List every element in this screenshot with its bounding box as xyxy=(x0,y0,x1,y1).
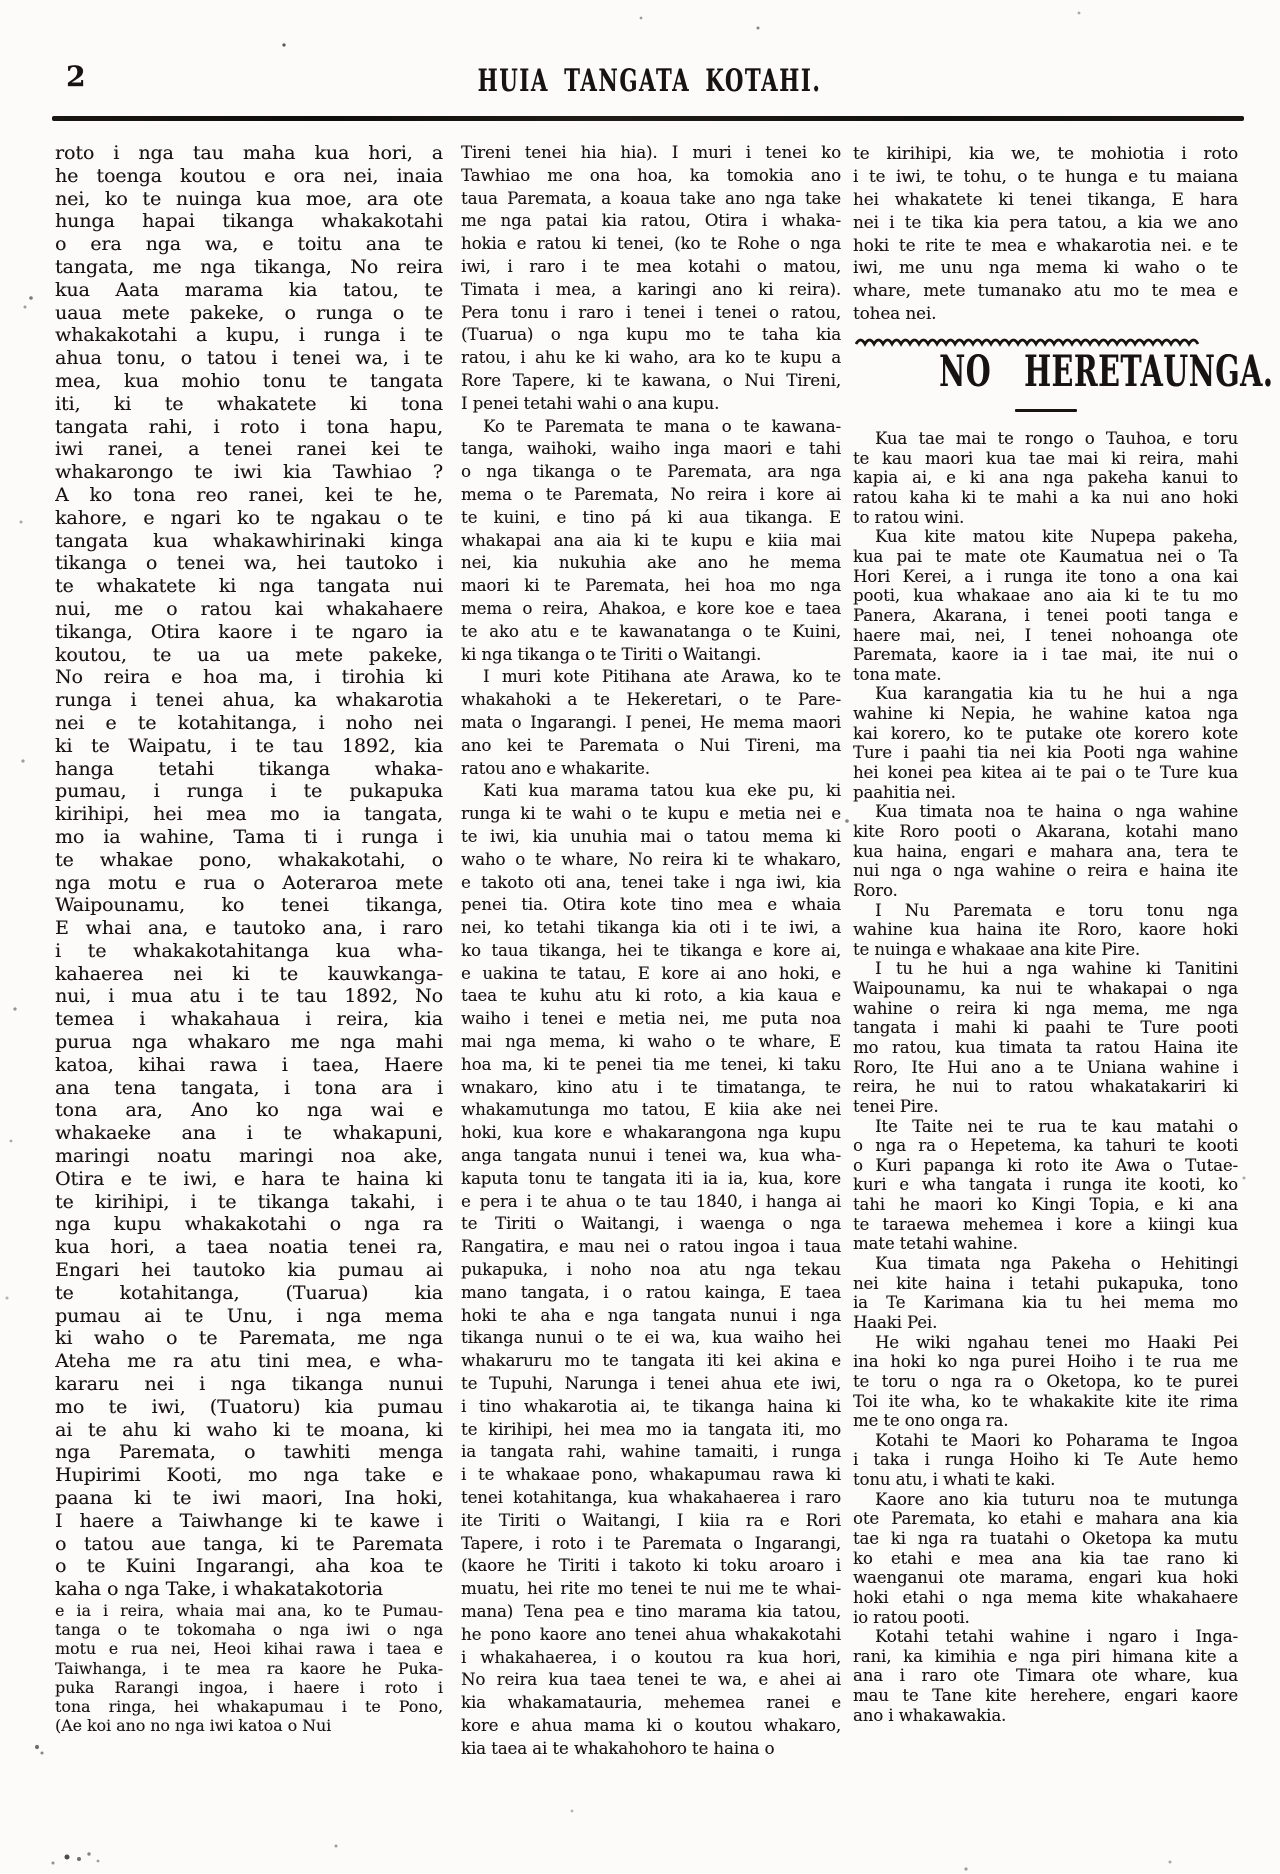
text-line: taua Paremata, a koaua take ano nga take xyxy=(461,188,841,208)
text-line: kua Aata marama kia tatou, te xyxy=(55,278,443,301)
text-line: anga tangata nunui i tenei wa, kua wha- xyxy=(461,1146,841,1166)
text-line: penei tia. Otira kote tino mea e whaia xyxy=(461,895,841,915)
text-line: tona ringa, hei whakapumau i te Pono, xyxy=(55,1696,443,1716)
text-line: to ratou wini. xyxy=(853,507,965,527)
text-line: kore e ahua mama ki o koutou whakaro, xyxy=(461,1715,841,1735)
text-line: Kua kite matou kite Nupepa pakeha, xyxy=(875,527,1238,547)
text-line: mau te Tane kite herehere, engari kaore xyxy=(853,1686,1238,1706)
text-line: ratou, i ahu ke ki waho, ara ko te kupu a xyxy=(461,348,841,368)
text-line: o era nga wa, e toitu ana te xyxy=(55,233,443,256)
paragraph-block xyxy=(55,1601,443,1735)
text-line: tanga o te tokomaha o nga iwi o nga xyxy=(55,1620,443,1640)
text-line: paahitia nei. xyxy=(853,782,956,802)
text-line: pukapuka, i noho noa atu nga tekau xyxy=(461,1260,841,1280)
text-line: te ako atu e te kawanatanga o te Kuini, xyxy=(461,621,841,641)
text-line: puka Rarangi ingoa, i haere i roto i xyxy=(55,1677,443,1697)
text-line: nei, ko tetahi tikanga kia oti i te iwi, a xyxy=(461,918,841,938)
text-line: te iwi, kia unuhia mai o tatou mema ki xyxy=(461,826,841,846)
text-line: nei i te tika kia pera tatou, a kia we ano xyxy=(853,211,1238,232)
text-line: mana) Tena pea e tino marama kia tatou, xyxy=(461,1602,841,1621)
text-line: kararu nei i nga tikanga nunui xyxy=(55,1373,443,1396)
text-line: kai korero, ko te putake ote korero kote xyxy=(853,723,1238,743)
text-line: mo te iwi, (Tuatoru) kia pumau xyxy=(55,1395,443,1418)
text-line: kua haina, engari e mahara ana, tera te xyxy=(853,841,1238,861)
newspaper-title: HUIA TANGATA KOTAHI. xyxy=(477,63,822,99)
text-line: nga Paremata, o tawhiti menga xyxy=(55,1441,443,1464)
text-line: whakapai ana aia ki te kupu e kiia mai xyxy=(461,530,841,550)
text-line: kia taea ai te whakahohoro te haina o xyxy=(461,1738,775,1758)
text-line: tikanga, Otira kaore i te ngaro ia xyxy=(55,620,443,643)
text-line: Kotahi te Maori ko Poharama te Ingoa xyxy=(875,1430,1238,1450)
text-line: I tu he hui a nga wahine ki Tanitini xyxy=(875,959,1238,979)
text-line: Roro. xyxy=(853,880,898,900)
text-line: mo ia wahine, Tama ti i runga i xyxy=(55,825,443,848)
text-line: te kuini, e tino pá ki aua tikanga. E xyxy=(461,507,841,527)
text-line: kua hori, a taea noatia tenei ra, xyxy=(55,1236,443,1259)
text-line: tangata i mahi ki paahi te Ture pooti xyxy=(853,1018,1238,1038)
text-line: kite Roro pooti o Akarana, kotahi mano xyxy=(853,821,1238,841)
text-line: mo ratou, kua timata ta ratou Haina ite xyxy=(853,1037,1238,1057)
text-line: i taka i runga Hoiho ki Te Aute hemo xyxy=(853,1450,1238,1470)
text-line: i te iwi, te tohu, o te hunga e tu maiana xyxy=(853,165,1238,186)
text-line: Engari hei tautoko kia pumau ai xyxy=(55,1259,443,1282)
text-line: Haaki Pei. xyxy=(853,1312,938,1332)
text-line: Kaore ano kia tuturu noa te mutunga xyxy=(875,1489,1238,1509)
text-line: pooti, kua whakaae ano aia ki te tu mo xyxy=(853,586,1238,606)
text-line: ko taua tikanga, hei te tikanga e kore ai, xyxy=(461,940,841,960)
text-line: purua nga whakaro me nga mahi xyxy=(55,1031,443,1054)
paragraph-block xyxy=(461,142,841,416)
text-line: tona mate. xyxy=(853,664,942,684)
text-line: No reira e hoa ma, i tirohia ki xyxy=(55,666,443,689)
text-line: I penei tetahi wahi o ana kupu. xyxy=(461,393,720,413)
paragraph-block xyxy=(853,527,1238,684)
text-line: tohea nei. xyxy=(853,303,937,324)
text-line: hei whakatete ki tenei tikanga, E hara xyxy=(853,188,1238,209)
text-line: nga motu e rua o Aoteraroa mete xyxy=(55,871,443,894)
text-line: ano i whakawakia. xyxy=(853,1705,1007,1725)
text-line: nga kupu whakakotahi o nga ra xyxy=(55,1213,443,1236)
text-line: kia whakamatauria, mehemea ranei e xyxy=(461,1693,841,1713)
text-line: nei e te kotahitanga, i noho nei xyxy=(55,711,443,734)
text-line: (Ae koi ano no nga iwi katoa o Nui xyxy=(55,1716,332,1736)
paragraph-block xyxy=(461,416,841,667)
column-2 xyxy=(461,142,841,1761)
text-line: whakakotahi a kupu, i runga i te xyxy=(55,324,443,347)
text-line: i whakahaerea, i o koutou ra kua hori, xyxy=(461,1647,841,1667)
paragraph-block xyxy=(853,429,1238,527)
text-line: o nga tikanga o te Paremata, ara nga xyxy=(461,462,841,482)
text-line: hoki, kua kore e whakarangona nga kupu xyxy=(461,1123,841,1143)
text-line: Roro, Ite Hui ano a te Uniana wahine i xyxy=(853,1057,1238,1077)
page-number: 2 xyxy=(66,60,86,93)
text-line: rani, ka kimihia e nga piri himana kite a xyxy=(853,1646,1238,1666)
text-line: te kirihipi, hei mea mo ia tangata iti, mo xyxy=(461,1419,841,1439)
section-heading xyxy=(853,347,1274,398)
text-line: te whakatete ki nga tangata nui xyxy=(55,575,443,598)
text-line: (kaore he Tiriti i takoto ki toku aroaro i xyxy=(461,1556,841,1576)
text-line: tahi he maori ko Kingi Topia, e ki ana xyxy=(853,1195,1238,1215)
text-line: Ite Taite nei te rua te kau matahi o xyxy=(875,1116,1238,1136)
text-line: io ratou pooti. xyxy=(853,1607,970,1627)
paragraph-block xyxy=(853,1117,1238,1254)
text-line: paana ki te iwi maori, Ina hoki, xyxy=(55,1487,443,1510)
text-line: hoki te rite te mea e whakarotia nei. e te xyxy=(853,234,1238,255)
text-line: iwi, me unu nga mema ki waho o te xyxy=(853,257,1238,278)
text-line: tenei Pire. xyxy=(853,1096,939,1116)
text-line: Tawhiao me ona hoa, ka tomokia ano xyxy=(461,165,841,185)
paragraph-block xyxy=(853,1333,1238,1431)
text-line: Kati kua marama tatou kua eke pu, ki xyxy=(483,781,841,801)
text-line: tae ki nga ra tuatahi o Oketopa ka mutu xyxy=(853,1529,1238,1548)
text-line: tenei kotahitanga, kua whakahaerea i raro xyxy=(461,1488,841,1508)
text-line: wahine o reira ki nga mema, me nga xyxy=(853,998,1238,1018)
text-line: o te Kuini Ingarangi, aha koa te xyxy=(55,1555,443,1578)
text-line: hokia e ratou ki tenei, (ko te Rohe o nga xyxy=(461,234,841,254)
paragraph-block xyxy=(853,142,1238,325)
text-line: me te ono onga ra. xyxy=(853,1411,1009,1431)
text-line: Timata i mea, a karingi ano ki reira). xyxy=(461,279,841,299)
text-line: iti, ki te whakatete ki tona xyxy=(55,392,443,415)
text-line: te kirihipi, i te tikanga takahi, i xyxy=(55,1190,443,1213)
text-line: kahaerea nei ki te kauwkanga- xyxy=(55,962,443,985)
text-line: (Tuarua) o nga kupu mo te taha kia xyxy=(461,325,841,345)
paragraph-block xyxy=(461,666,841,780)
text-line: te Tiriti o Waitangi, i waenga o nga xyxy=(461,1214,841,1234)
text-line: I muri kote Pitihana ate Arawa, ko te xyxy=(483,667,841,687)
text-line: ite Tiriti o Waitangi, I kiia ra e Rori xyxy=(461,1510,841,1530)
text-line: nei, ko te nuinga kua moe, ara ote xyxy=(55,187,443,210)
text-line: I Nu Paremata e toru tonu nga xyxy=(875,900,1238,920)
text-line: Tapere, i roto i te Paremata o Ingarangi, xyxy=(461,1533,841,1553)
paragraph-block xyxy=(461,780,841,1760)
text-line: ina hoki ko nga purei Hoiho i te rua me xyxy=(853,1352,1238,1372)
text-line: Tireni tenei hia hia). I muri i tenei ko xyxy=(461,143,841,162)
text-line: mea, kua mohio tonu te tangata xyxy=(55,369,443,392)
text-line: Ko te Paremata te mana o te kawana- xyxy=(483,416,841,436)
header-rule xyxy=(52,116,1244,121)
text-line: whakahoki a te Hekeretari, o te Pare- xyxy=(461,690,841,710)
paragraph-block xyxy=(853,1627,1238,1725)
text-line: Rangatira, e mau nei o ratou ingoa i taua xyxy=(461,1237,841,1257)
text-line: hoki te aha e nga tangata nunui i nga xyxy=(461,1305,841,1325)
text-line: kapia ai, e ki ana nga pakeha kanui to xyxy=(853,468,1238,488)
text-line: tanga, waihoki, waiho inga maori e tahi xyxy=(461,439,841,459)
text-line: o nga ra o Hepetema, ka tahuri te kooti xyxy=(853,1136,1238,1156)
text-line: i tino whakarotia ai, te tikanga haina ki xyxy=(461,1396,841,1416)
text-line: e uakina te tatau, E kore ai ano hoki, e xyxy=(461,963,841,983)
text-line: He wiki ngahau tenei mo Haaki Pei xyxy=(875,1332,1238,1352)
column-3 xyxy=(853,142,1274,1725)
text-line: mai nga mema, ki waho o te whare, E xyxy=(461,1032,841,1052)
text-line: Taiwhanga, i te mea ra kaore he Puka- xyxy=(55,1658,443,1678)
text-line: mano tangata, i o ratou kainga, E taea xyxy=(461,1282,841,1302)
text-line: hoa ma, ki te penei tia me tenei, ki taku xyxy=(461,1054,841,1074)
text-line: wnakaro, kino atu i te timatanga, te xyxy=(461,1077,841,1097)
text-line: kua pai te mate ote Kaumatua nei o Ta xyxy=(853,546,1238,566)
column-3-intro xyxy=(853,142,1238,325)
text-line: nui, me o ratou kai whakahaere xyxy=(55,597,443,620)
text-line: nui nga o nga wahine o reira e haina ite xyxy=(853,861,1238,881)
text-line: Waipounamu, ka nui te whakapai o nga xyxy=(853,979,1238,999)
text-line: ia Te Karimana kia tu hei mema mo xyxy=(853,1293,1238,1313)
text-line: Ture i paahi tia nei kia Pooti nga wahine xyxy=(853,743,1238,763)
text-line: o tatou aue tanga, ki te Paremata xyxy=(55,1532,443,1555)
text-line: kirihipi, hei mea mo ia tangata, xyxy=(55,803,443,826)
text-line: mata o Ingarangi. I penei, He mema maori xyxy=(461,712,841,732)
column-3-paragraphs xyxy=(853,429,1238,1725)
text-line: E whai ana, e tautoko ana, i raro xyxy=(55,917,443,940)
text-line: ana tena tangata, i tona ara i xyxy=(55,1076,443,1099)
text-line: Toi ite wha, ko te whakakite kite ite rima xyxy=(853,1391,1238,1411)
text-line: kaha o nga Take, i whakatakotoria xyxy=(55,1578,384,1601)
text-line: ana i raro ote Timara ote whare, kua xyxy=(853,1666,1238,1686)
text-line: pumau ai te Unu, i nga mema xyxy=(55,1304,443,1327)
text-line: me nga patai kia ratou, Otira i whaka- xyxy=(461,211,841,231)
text-line: e ia i reira, whaia mai ana, ko te Pumau- xyxy=(55,1601,443,1620)
text-line: ai te ahu ki waho ki te moana, ki xyxy=(55,1418,443,1441)
text-line: iwi, i raro i te mea kotahi o matou, xyxy=(461,256,841,276)
text-line: tangata, me nga tikanga, No reira xyxy=(55,255,443,278)
text-line: hanga tetahi tikanga whaka- xyxy=(55,757,443,780)
columns-container xyxy=(55,142,1274,1761)
text-line: A ko tona reo ranei, kei te he, xyxy=(55,483,443,506)
text-line: te taraewa mehemea i kore a kiingi kua xyxy=(853,1214,1238,1234)
text-line: te toru o nga ra o Oketopa, ko te purei xyxy=(853,1371,1238,1391)
text-line: o Kuri papanga ki roto ite Awa o Tutae- xyxy=(853,1155,1238,1175)
paragraph-block xyxy=(853,1254,1238,1333)
text-line: whakaruru mo te tangata iti kei akina e xyxy=(461,1351,841,1371)
text-line: Kotahi tetahi wahine i ngaro i Inga- xyxy=(875,1627,1238,1647)
paragraph-block xyxy=(55,142,443,1601)
text-line: katoa, kihai rawa i taea, Haere xyxy=(55,1053,443,1076)
text-line: ano kei te Paremata o Nui Tireni, ma xyxy=(461,735,841,755)
text-line: tangata rahi, i roto i tona hapu, xyxy=(55,415,443,438)
text-line: ia tangata rahi, wahine tamaiti, i runga xyxy=(461,1442,841,1462)
text-line: hoki etahi o nga mema kite whakahaere xyxy=(853,1587,1238,1607)
text-line: uaua mete pakeke, o runga o te xyxy=(55,301,443,324)
text-line: nei kite haina i tetahi pukapuka, tono xyxy=(853,1273,1238,1293)
paragraph-block xyxy=(853,684,1238,802)
text-line: roto i nga tau maha kua hori, a xyxy=(55,142,443,164)
text-line: te Tupuhi, Narunga i tenei ahua ete iwi, xyxy=(461,1374,841,1394)
text-line: haere mai, nei, I tenei nohoanga ote xyxy=(853,625,1238,645)
text-line: Hori Kerei, a i runga ite tono a ona kai xyxy=(853,566,1238,586)
text-line: waho o te whare, No reira ki te whakaro, xyxy=(461,849,841,869)
text-line: runga ki te wahi o te kupu e metia nei e xyxy=(461,804,841,824)
paragraph-block xyxy=(853,802,1238,900)
text-line: te kotahitanga, (Tuarua) kia xyxy=(55,1281,443,1304)
scan-ink-specks xyxy=(0,0,2,2)
text-line: Ateha me ra atu tini mea, e wha- xyxy=(55,1350,443,1373)
text-line: tikanga nunui o te ei wa, kua waiho hei xyxy=(461,1328,841,1348)
text-line: mate tetahi wahine. xyxy=(853,1234,1018,1254)
text-line: ki nga tikanga o te Tiriti o Waitangi. xyxy=(461,644,762,664)
text-line: Kua karangatia kia tu he hui a nga xyxy=(875,684,1238,704)
text-line: waiho i tenei e metia nei, me puta noa xyxy=(461,1009,841,1029)
text-line: wahine kua haina ite Roro, kaore hoki xyxy=(853,920,1238,940)
text-line: Kua timata nga Pakeha o Hehitingi xyxy=(875,1254,1238,1274)
text-line: koutou, te ua ua mete pakeke, xyxy=(55,643,443,666)
text-line: wahine ki Nepia, he wahine katoa nga xyxy=(853,704,1238,724)
text-line: whakamutunga mo tatou, E kiia ake nei xyxy=(461,1100,841,1120)
text-line: te whakae pono, whakakotahi, o xyxy=(55,848,443,871)
text-line: nui, i mua atu i te tau 1892, No xyxy=(55,985,443,1008)
text-line: ki te Waipatu, i te tau 1892, kia xyxy=(55,734,443,757)
text-line: whakaeke ana i te whakapuni, xyxy=(55,1122,443,1145)
text-line: tangata kua whakawhirinaki kinga xyxy=(55,529,443,552)
text-line: temea i whakahaua i reira, kia xyxy=(55,1008,443,1031)
paragraph-block xyxy=(853,1431,1238,1490)
text-line: runga i tenei ahua, ka whakarotia xyxy=(55,689,443,712)
text-line: Paremata, kaore ia i tae mai, ite nui o xyxy=(853,645,1238,665)
text-line: i te whakakotahitanga kua wha- xyxy=(55,939,443,962)
text-line: te kau maori kua tae mai ki reira, mahi xyxy=(853,448,1238,468)
column-1 xyxy=(55,142,443,1735)
text-line: pumau, i runga i te pukapuka xyxy=(55,780,443,803)
text-line: muatu, hei rite mo tenei te nui me te whai- xyxy=(461,1579,841,1599)
text-line: whakarongo te iwi kia Tawhiao ? xyxy=(55,461,443,484)
text-line: tonu atu, i whati te kaki. xyxy=(853,1470,1056,1490)
text-line: Panera, Akarana, i tenei pooti tanga e xyxy=(853,605,1238,625)
text-line: waenganui ote marama, engari kua hoki xyxy=(853,1568,1238,1588)
text-line: te nuinga e whakaae ana kite Pire. xyxy=(853,939,1141,959)
text-line: i te whakaae pono, whakapumau rawa ki xyxy=(461,1465,841,1485)
text-line: taea te kuhu atu ki roto, a kia kaua e xyxy=(461,986,841,1006)
text-line: mema o reira, Ahakoa, e kore koe e taea xyxy=(461,598,841,618)
text-line: ki waho o te Paremata, me nga xyxy=(55,1327,443,1350)
text-line: motu e rua nei, Heoi kihai rawa i taea e xyxy=(55,1639,443,1659)
text-line: e takoto oti ana, tenei take i nga iwi, kia xyxy=(461,872,841,892)
text-line: te kirihipi, kia we, te mohiotia i roto xyxy=(853,143,1238,163)
text-line: Waipounamu, ko tenei tikanga, xyxy=(55,894,443,917)
text-line: reira, he nui to ratou whakatakariri ki xyxy=(853,1077,1238,1097)
text-line: Hupirimi Kooti, mo nga take e xyxy=(55,1464,443,1487)
section-heading-text: NO HERETAUNGA. xyxy=(939,347,1274,398)
text-line: ahua tonu, o tatou i tenei wa, i te xyxy=(55,347,443,370)
text-line: ratou ano e whakarite. xyxy=(461,758,650,778)
text-line: Rore Tapere, ki te kawana, o Nui Tireni, xyxy=(461,370,841,390)
heading-underline-rule xyxy=(1015,409,1077,412)
text-line: tona ara, Ano ko nga wai e xyxy=(55,1099,443,1122)
text-line: kaputa tonu te tangata iti ia ia, kua, kore xyxy=(461,1168,841,1188)
text-line: I haere a Taiwhange ki te kawe i xyxy=(55,1509,443,1532)
text-line: No reira kua taea tenei te wa, e ahei ai xyxy=(461,1670,841,1690)
text-line: kuri e wha tangata i runga ite kooti, ko xyxy=(853,1175,1238,1195)
text-line: hunga hapai tikanga whakakotahi xyxy=(55,210,443,233)
paragraph-block xyxy=(853,959,1238,1116)
text-line: maori ki te Paremata, hei hoa mo nga xyxy=(461,576,841,596)
text-line: Kua tae mai te rongo o Tauhoa, e toru xyxy=(875,429,1238,449)
text-line: e pera i te ahua o te tau 1840, i hanga ai xyxy=(461,1191,841,1211)
text-line: Kua timata noa te haina o nga wahine xyxy=(875,802,1238,822)
text-line: maringi noatu maringi noa ake, xyxy=(55,1145,443,1168)
wavy-divider xyxy=(855,336,1200,347)
text-line: ote Paremata, ko etahi e mahara ana kia xyxy=(853,1509,1238,1529)
text-line: he toenga koutou e ora nei, inaia xyxy=(55,164,443,187)
text-line: iwi ranei, a tenei ranei kei te xyxy=(55,438,443,461)
paragraph-block xyxy=(853,1490,1238,1627)
paragraph-block xyxy=(853,901,1238,960)
text-line: mema o te Paremata, No reira i kore ai xyxy=(461,484,841,504)
text-line: kahore, e ngari ko te ngakau o te xyxy=(55,506,443,529)
text-line: whare, mete tumanako atu mo te mea e xyxy=(853,280,1238,301)
text-line: tikanga o tenei wa, hei tautoko i xyxy=(55,552,443,575)
text-line: nei, kia nukuhia ake ano he mema xyxy=(461,553,841,573)
text-line: he pono kaore ano tenei ahua whakakotahi xyxy=(461,1624,841,1644)
text-line: ratou kaha ki te mahi a ka nui ano hoki xyxy=(853,488,1238,508)
newspaper-masthead xyxy=(0,63,1280,99)
text-line: Otira e te iwi, e hara te haina ki xyxy=(55,1167,443,1190)
text-line: hei konei pea kitea ai te pai o te Ture kua xyxy=(853,763,1238,783)
text-line: ko etahi e mea ana kia tae rano ki xyxy=(853,1548,1238,1568)
text-line: Pera tonu i raro i tenei i tenei o ratou, xyxy=(461,302,841,322)
